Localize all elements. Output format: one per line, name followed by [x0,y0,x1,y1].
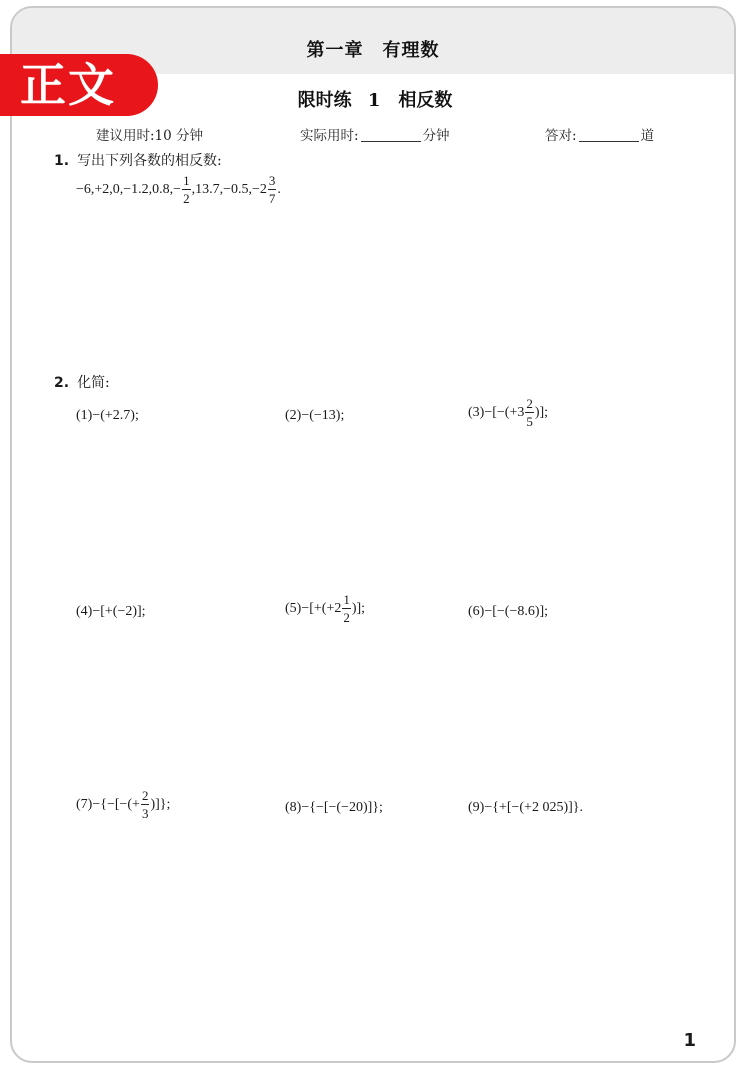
question-1-expression [76,174,281,205]
q2-p7-post: )]}; [150,796,171,812]
suggested-time-text: 建议用时:10 分钟 [96,128,204,144]
q2-p4-text: (4)−[+(−2)]; [76,604,146,619]
q2-p5-denominator: 2 [343,610,350,625]
q1-fraction-2 [268,174,277,205]
q2-problem-3 [468,397,548,428]
q2-p5-pre: (5)−[+(+2 [285,600,342,616]
q2-p5-numerator: 1 [343,592,350,607]
q2-p1-text: (1)−(+2.7); [76,408,139,423]
q1-frac2-numerator: 3 [268,173,276,188]
lesson-title: 限时练 1 相反数 [297,90,453,111]
q2-p3-numerator: 2 [526,396,533,411]
question-1-number: 1. [54,153,70,169]
q2-p7-denominator: 3 [141,806,149,821]
q1-expr-end: . [277,181,281,197]
actual-time-label: 实际用时: [300,128,359,144]
q2-problem-2 [285,408,344,424]
q2-p2-text: (2)−(−13); [285,408,345,423]
q2-p7-pre: (7)−{−[−(+ [76,796,140,812]
section-tag-label: 正文 [20,58,116,112]
q2-problem-8 [285,800,383,816]
q1-fraction-1 [182,174,191,205]
page-number: 1 [683,1030,696,1051]
actual-time-blank[interactable] [361,127,421,142]
q1-expr-part-a: −6,+2,0,−1.2,0.8,− [76,181,182,197]
q2-problem-7 [76,789,170,820]
q2-problem-1 [76,408,139,424]
q2-problem-5 [285,593,365,624]
q2-problem-4 [76,604,146,620]
q1-frac1-numerator: 1 [183,173,190,188]
correct-label: 答对: [545,128,577,144]
correct-unit: 道 [640,128,655,144]
q2-p8-text: (8)−{−[−(−20)]}; [285,800,383,815]
q2-p5-fraction [342,593,351,624]
q2-problem-9 [468,800,583,816]
chapter-title: 第一章 有理数 [306,40,440,61]
question-1-text: 写出下列各数的相反数: [77,153,222,169]
q2-p3-fraction [525,397,534,428]
q2-p9-text: (9)−{+[−(+2 025)]}. [468,800,583,815]
q2-p6-text: (6)−[−(−8.6)]; [468,604,549,619]
question-2-text: 化简: [77,375,110,391]
correct-blank[interactable] [579,127,639,142]
question-2-number: 2. [54,375,70,391]
q2-p3-post: )]; [534,404,549,420]
actual-time [300,124,450,144]
q2-p7-numerator: 2 [141,788,149,803]
q1-expr-part-b: ,13.7,−0.5,−2 [191,181,267,197]
q2-problem-6 [468,604,548,620]
q2-p7-fraction [141,789,150,820]
q2-p5-post: )]; [351,600,366,616]
q2-p3-denominator: 5 [526,414,533,429]
correct-count [545,124,654,144]
question-1-heading [54,150,222,170]
q1-frac2-denominator: 7 [268,191,276,206]
actual-time-unit: 分钟 [422,128,450,144]
suggested-time [96,124,203,144]
question-2-heading [54,372,110,392]
q2-p3-pre: (3)−[−(+3 [468,404,525,420]
q1-frac1-denominator: 2 [183,191,190,206]
